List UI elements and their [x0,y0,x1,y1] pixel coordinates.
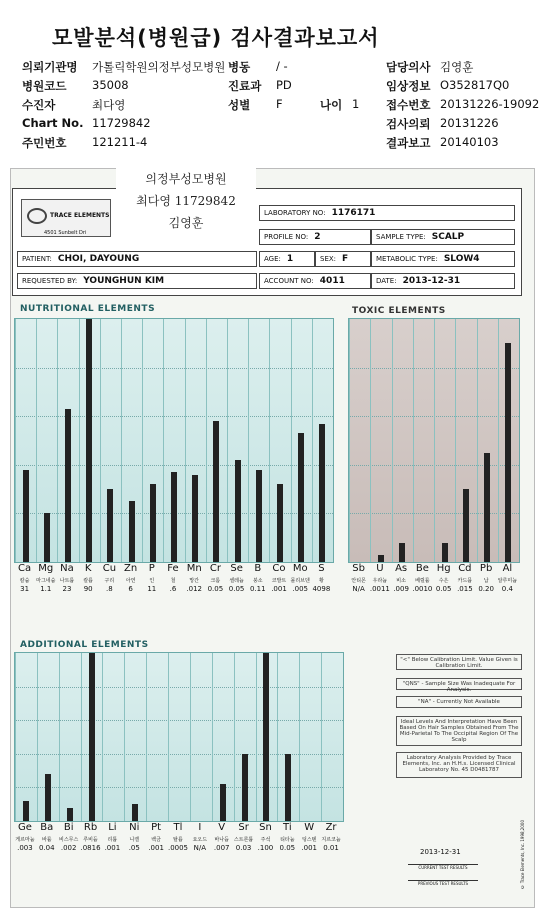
level-bar [86,319,92,562]
element-korean-name: 루비듐 [83,837,98,843]
element-korean-name: 게르마늄 [15,837,35,843]
level-bar [235,460,241,562]
header-value: / - [276,59,288,73]
element-korean-name: 크롬 [210,578,221,584]
element-value: 0.03 [235,844,252,852]
grid-column [277,653,278,821]
grid-column [185,319,186,562]
header-label: 성별 [228,98,251,112]
sample-type-field: SAMPLE TYPE: SCALP [371,229,515,245]
level-bar [463,489,469,562]
level-bar [23,470,29,562]
header-value: 35008 [92,78,129,92]
level-bar [45,774,51,821]
element-korean-name: 바륨 [41,837,52,843]
note-ideal-levels: Ideal Levels And Interpretation Have Been Based On Hair Samples Obtained From The Mid-Parietal To The Occipital Region Of The Scalp [396,716,522,746]
header-label: 주민번호 [22,136,67,150]
grid-column [299,653,300,821]
element-korean-name: 텅스텐 [301,837,317,843]
header-value: 20131226-19092 [440,97,540,111]
note-below-limit: "<" Below Calibration Limit. Value Given is Calibration Limit. [396,654,522,670]
element-symbol: Al [502,563,513,574]
header-value: F [276,97,283,111]
element-value: .001 [104,844,121,852]
header-value: 20140103 [440,135,499,149]
grid-column [498,319,499,562]
header-label: 수진자 [22,98,56,112]
note-qns: "QNS" - Sample Size Was Inadequate For Analysis. [396,678,522,690]
element-symbol: Be [415,563,429,574]
element-symbol: Ni [129,822,140,833]
stamp-doctor: 김영훈 [168,216,204,230]
element-korean-name: 아연 [125,578,136,584]
header-value: 가톨릭학원의정부성모병원 [92,60,226,74]
element-korean-name: 비스무스 [58,837,79,843]
gridline [15,787,343,788]
element-korean-name: 붕소 [252,578,263,584]
age-field: AGE: 1 [259,251,315,267]
element-symbol: Sr [238,822,249,833]
element-value: .0816 [80,844,101,852]
requested-by-field: REQUESTED BY: YOUNGHUN KIM [17,273,257,289]
gridline [15,754,343,755]
level-bar [442,543,448,562]
element-symbol: As [395,563,408,574]
element-korean-name: 주석 [260,837,271,843]
header-value: PD [276,78,292,92]
toxic-title: TOXIC ELEMENTS [352,306,446,316]
element-symbol: Ca [18,563,32,574]
element-value: .6 [169,585,177,593]
element-value: 31 [20,585,30,593]
level-bar [277,484,283,562]
nutritional-chart [14,318,334,563]
grid-column [413,319,414,562]
element-korean-name: 니켈 [129,837,140,843]
element-value: .002 [60,844,77,852]
element-symbol: Co [272,563,286,574]
element-symbol: Hg [436,563,451,574]
element-value: 0.05 [279,844,296,852]
element-value: 0.05 [207,585,224,593]
grid-column [142,319,143,562]
nutritional-title: NUTRITIONAL ELEMENTS [20,304,156,314]
header-value: O352817Q0 [440,78,510,92]
laboratory-no-field: LABORATORY NO: 1176171 [259,205,515,221]
element-korean-name: 비소 [396,578,406,584]
gridline [15,416,333,417]
element-korean-name: 베릴륨 [415,578,430,584]
level-bar [89,653,95,821]
element-value: .015 [457,585,473,593]
note-na: "NA" - Currently Not Available [396,696,522,708]
date-field: DATE: 2013-12-31 [371,273,515,289]
element-symbol: Fe [167,563,179,574]
element-symbol: K [84,563,92,574]
element-korean-name: 안티몬 [351,578,366,584]
grid-column [477,319,478,562]
level-bar [129,501,135,562]
profile-no-field: PROFILE NO: 2 [259,229,371,245]
element-korean-name: 납 [483,578,489,584]
element-value: 23 [62,585,72,593]
level-bar [285,754,291,821]
element-value: 0.11 [249,585,266,593]
element-symbol: Na [60,563,74,574]
element-value: 0.20 [478,585,494,593]
grid-column [256,653,257,821]
grid-column [81,653,82,821]
element-korean-name: 철 [170,578,176,584]
copyright: © Trace Elements, Inc. 1998,2000 [520,820,525,890]
gridline [15,368,333,369]
element-korean-name: 마그네슘 [36,578,56,584]
element-value: N/A [352,585,365,593]
element-value: 4098 [312,585,331,593]
previous-results-label: PREVIOUS TEST RESULTS [408,880,478,886]
element-symbol: Ba [40,822,54,833]
element-korean-name: 스트론튬 [233,837,254,843]
grid-column [59,653,60,821]
element-symbol: Cd [458,563,472,574]
element-symbol: Mg [38,563,54,574]
level-bar [132,804,138,821]
sex-field: SEX: F [315,251,371,267]
header-label: 병원코드 [22,79,67,93]
level-bar [171,472,177,562]
element-symbol: Rb [83,822,98,833]
level-bar [220,784,226,821]
header-label: 담당의사 [386,60,431,74]
header-label: 나이 [320,98,343,112]
element-value: 0.04 [38,844,55,852]
element-symbol: Pt [151,822,162,833]
grid-column [163,319,164,562]
element-symbol: Mn [186,563,202,574]
level-bar [107,489,113,562]
element-value: .012 [186,585,202,593]
level-bar [319,424,325,563]
header-value: 20131226 [440,116,499,130]
grid-column [248,319,249,562]
element-korean-name: 수은 [438,578,449,584]
element-korean-name: 알루미늄 [497,578,518,584]
stamp-hospital: 의정부성모병원 [145,172,227,186]
grid-column [79,319,80,562]
element-symbol: Zr [325,822,337,833]
element-value: 0.05 [435,585,452,593]
metabolic-type-field: METABOLIC TYPE: SLOW4 [371,251,515,267]
grid-column [146,653,147,821]
grid-column [121,319,122,562]
element-symbol: W [304,822,315,833]
element-symbol: Se [230,563,243,574]
element-value: .005 [292,585,308,593]
header-label: Chart No. [22,116,84,130]
element-korean-name: 카드뮴 [457,578,473,584]
element-value: 0.4 [501,585,513,593]
footer-date: 2013-12-31 [420,848,461,856]
grid-column [206,319,207,562]
grid-column [36,319,37,562]
trace-elements-logo [21,199,111,237]
element-symbol: Cu [102,563,117,574]
page-title: 모발분석(병원급) 검사결과보고서 [52,26,380,50]
element-value: .009 [393,585,409,593]
grid-column [15,319,16,562]
level-bar [399,543,405,562]
grid-column [312,319,313,562]
toxic-chart [348,318,520,563]
element-symbol: B [254,563,262,574]
grid-column [37,653,38,821]
level-bar [505,343,511,562]
account-no-field: ACCOUNT NO: 4011 [259,273,371,289]
level-bar [242,754,248,821]
patient-info-box [12,188,522,296]
grid-column [321,653,322,821]
element-value: 0.01 [323,844,339,852]
element-symbol: P [148,563,155,574]
header-label: 임상정보 [386,79,431,93]
element-value: 0.05 [228,585,245,593]
element-symbol: V [218,822,226,833]
hospital-stamp [116,168,256,240]
header-label: 검사의뢰 [386,117,431,131]
logo-text: TRACE ELEMENTS [50,212,110,219]
element-korean-name: 코발트 [271,578,287,584]
element-korean-name: 탈륨 [173,837,183,843]
element-symbol: Bi [63,822,74,833]
element-korean-name: 백금 [151,837,161,843]
level-bar [484,453,490,562]
element-value: .003 [17,844,33,852]
grid-column [269,319,270,562]
element-value: N/A [193,844,207,852]
level-bar [378,555,384,562]
level-bar [65,409,71,562]
element-symbol: Zn [123,563,138,574]
element-korean-name: 티타늄 [280,837,295,843]
element-value: .001 [301,844,317,852]
header-label: 의뢰기관명 [22,60,78,74]
header-label: 결과보고 [386,136,431,150]
element-symbol: S [318,563,325,574]
element-value: .100 [257,844,274,852]
element-symbol: I [198,822,202,833]
grid-column [57,319,58,562]
grid-column [370,319,371,562]
grid-column [227,319,228,562]
grid-column [234,653,235,821]
element-korean-name: 망간 [189,578,200,584]
element-korean-name: 요오드 [192,837,208,843]
grid-column [100,319,101,562]
report-header [0,0,540,160]
level-bar [44,513,50,562]
gridline [15,720,343,721]
element-symbol: Ti [283,822,292,833]
level-bar [192,475,198,562]
element-korean-name: 리튬 [107,837,118,843]
element-korean-name: 셀레늄 [229,578,244,584]
element-value: 6 [128,585,133,593]
element-korean-name: 칼슘 [19,578,30,584]
level-bar [298,433,304,562]
element-korean-name: 인 [149,578,155,584]
header-value: 김영훈 [440,60,474,74]
stamp-name: 최다영 11729842 [136,194,236,208]
element-value: .05 [128,844,140,852]
additional-chart [14,652,344,822]
element-korean-name: 바나듐 [214,837,229,843]
grid-column [15,653,16,821]
element-value: .0010 [412,585,433,593]
level-bar [213,421,219,562]
element-value: .001 [271,585,287,593]
level-bar [150,484,156,562]
gridline [15,465,333,466]
element-symbol: Sb [352,563,365,574]
header-label: 병동 [228,60,251,74]
grid-column [392,319,393,562]
grid-column [349,319,350,562]
element-korean-name: 몰리브덴 [290,578,310,584]
element-value: 11 [147,585,157,593]
current-results-label: CURRENT TEST RESULTS [408,864,478,870]
element-symbol: Li [108,822,117,833]
element-value: 1.1 [40,585,52,593]
level-bar [23,801,29,821]
patient-field: PATIENT: CHOI, DAYOUNG [17,251,257,267]
note-laboratory: Laboratory Analysis Provided by Trace Elements, Inc. an H.H.s. Licensed Clinical Laboratory No. 45 D0481787 [396,752,522,778]
grid-column [124,653,125,821]
grid-column [102,653,103,821]
grid-column [291,319,292,562]
element-symbol: Ge [17,822,32,833]
element-symbol: Sn [259,822,272,833]
grid-column [455,319,456,562]
header-label: 진료과 [228,79,262,93]
element-value: .0005 [167,844,189,852]
element-value: .007 [213,844,230,852]
level-bar [256,470,262,562]
element-korean-name: 구리 [104,578,115,584]
element-korean-name: 나트륨 [59,578,75,584]
grid-column [434,319,435,562]
header-value: 1 [352,97,360,111]
element-value: .001 [148,844,164,852]
element-value: .0011 [369,585,390,593]
gridline [15,687,343,688]
level-bar [263,653,269,821]
element-korean-name: 지르코늄 [321,837,341,843]
element-symbol: Tl [173,822,183,833]
header-label: 접수번호 [386,98,431,112]
grid-column [168,653,169,821]
grid-column [190,653,191,821]
element-value: 90 [83,585,93,593]
header-value: 121211-4 [92,135,148,149]
header-value: 최다영 [92,98,126,112]
element-symbol: Mo [292,563,308,574]
element-korean-name: 황 [318,578,324,584]
header-value: 11729842 [92,116,151,130]
element-symbol: U [376,563,384,574]
element-symbol: Cr [209,563,221,574]
element-value: .8 [106,585,113,593]
grid-column [212,653,213,821]
level-bar [67,808,73,821]
element-symbol: Pb [479,563,493,574]
additional-title: ADDITIONAL ELEMENTS [20,640,149,650]
address-text: 4501 Sunbelt Dri [44,230,87,236]
element-korean-name: 우라늄 [372,578,388,584]
element-korean-name: 칼륨 [83,578,94,584]
